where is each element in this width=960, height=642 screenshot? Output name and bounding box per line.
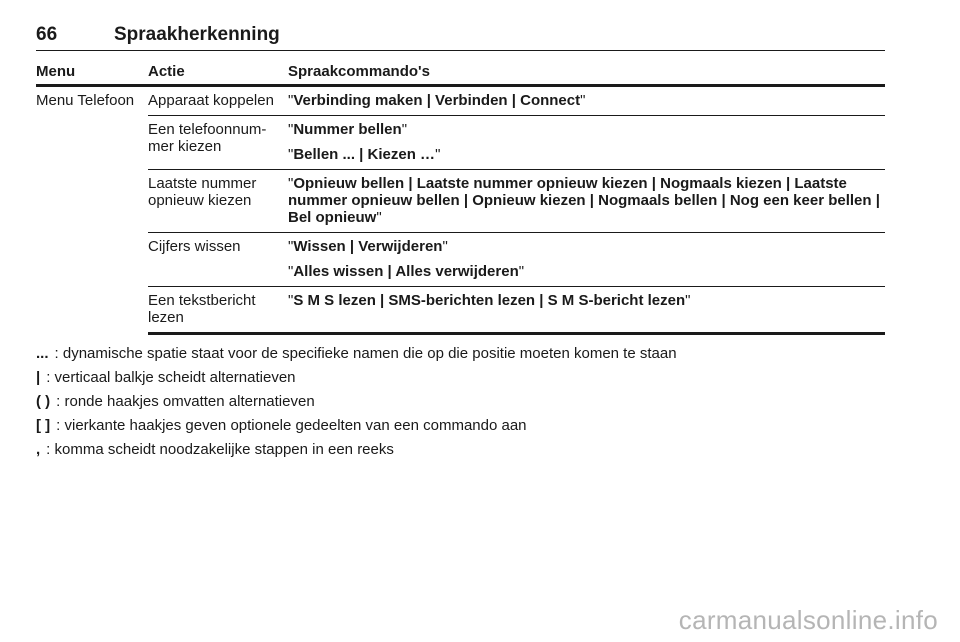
table-row [36, 233, 885, 287]
legend-symbol: ( ) [36, 393, 51, 410]
commands-cell [288, 170, 885, 233]
table-row [36, 170, 885, 233]
page-title: Spraakherkenning [114, 24, 280, 45]
table-row [36, 86, 885, 116]
manual-page [36, 24, 885, 465]
legend-symbol: ... [36, 345, 49, 362]
column-header-menu: Menu [36, 63, 148, 86]
legend-item [36, 441, 885, 458]
command-line: "Bellen ... | Kiezen …" [288, 146, 441, 163]
command-line: "Alles wissen | Alles verwijderen" [288, 263, 525, 280]
command-text: Alles wissen | Alles verwijderen [293, 263, 519, 280]
voice-command-table [36, 63, 885, 335]
command-line: "Verbinding maken | Verbinden | Connect" [288, 92, 586, 109]
command-text: Wissen | Verwijderen [293, 238, 443, 255]
legend-symbol: [ ] [36, 417, 51, 434]
command-text: S M S lezen | SMS-berichten lezen | S M S-bericht lezen [293, 292, 686, 309]
action-cell: Laatste nummer opnieuw kiezen [148, 170, 288, 233]
command-text: Verbinding maken | Verbinden | Connect [293, 92, 581, 109]
legend-item [36, 369, 885, 386]
action-cell: Een telefoonnum-mer kiezen [148, 116, 288, 170]
command-line: "Nummer bellen" [288, 121, 408, 138]
column-header-commands: Spraakcommando's [288, 63, 885, 86]
command-line: "Wissen | Verwijderen" [288, 238, 448, 255]
command-text: Nummer bellen [293, 121, 402, 138]
watermark: carmanualsonline.info [678, 605, 938, 635]
legend-text: : verticaal balkje scheidt alternatieven [46, 369, 296, 386]
action-cell: Een tekstbericht lezen [148, 287, 288, 334]
commands-cell [288, 287, 885, 334]
legend [36, 345, 885, 458]
legend-symbol: | [36, 369, 41, 386]
command-line: "S M S lezen | SMS-berichten lezen | S M S-bericht lezen" [288, 292, 691, 309]
legend-item [36, 417, 885, 434]
column-header-action: Actie [148, 63, 288, 86]
action-cell: Cijfers wissen [148, 233, 288, 287]
legend-text: : vierkante haakjes geven optionele gedeelten van een commando aan [56, 417, 527, 434]
action-cell: Apparaat koppelen [148, 86, 288, 116]
command-text: Opnieuw bellen | Laatste nummer opnieuw kiezen | Nogmaals kiezen | Laatste nummer opnieuw bellen | Opnieuw kiezen | Nogmaals bellen | Nog een keer bellen | Bel opnieuw [288, 175, 880, 226]
table-row [36, 116, 885, 170]
menu-cell: Menu Telefoon [36, 92, 135, 109]
commands-cell [288, 116, 885, 170]
commands-cell [288, 86, 885, 116]
page-number: 66 [36, 24, 58, 45]
legend-text: : komma scheidt noodzakelijke stappen in een reeks [46, 441, 394, 458]
command-line: "Opnieuw bellen | Laatste nummer opnieuw kiezen | Nogmaals kiezen | Laatste nummer opnieuw bellen | Opnieuw kiezen | Nogmaals bellen | Nog een keer bellen | Bel opnieuw" [288, 175, 880, 226]
commands-cell [288, 233, 885, 287]
legend-item [36, 393, 885, 410]
legend-item [36, 345, 885, 362]
table-row [36, 287, 885, 334]
table-header-row [36, 63, 885, 86]
legend-text: : ronde haakjes omvatten alternatieven [56, 393, 315, 410]
legend-symbol: , [36, 441, 41, 458]
page-header [36, 24, 885, 51]
legend-text: : dynamische spatie staat voor de specifieke namen die op die positie moeten komen te staan [54, 345, 677, 362]
command-text: Bellen ... | Kiezen … [293, 146, 436, 163]
